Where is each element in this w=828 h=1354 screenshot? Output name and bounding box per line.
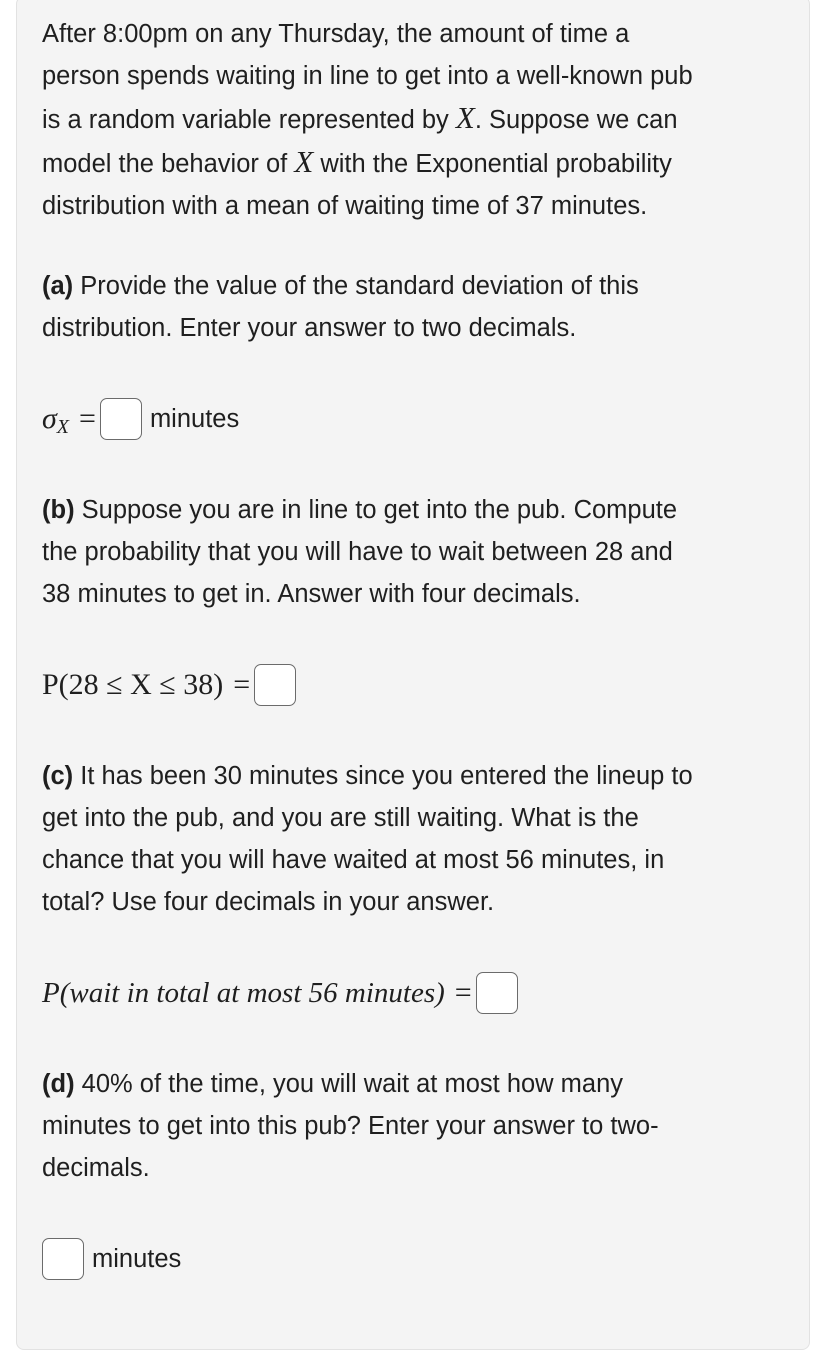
intro-line-4a: model the behavior of [42, 150, 295, 178]
equals-sign: = [79, 402, 96, 435]
intro-line-3a: is a random variable represented by [42, 106, 456, 134]
part-b-answer-row [42, 664, 296, 706]
probability-c-answer-input[interactable] [476, 972, 518, 1014]
part-d-question [42, 1063, 787, 1189]
sigma-subscript: X [56, 415, 70, 438]
intro-line-2: person spends waiting in line to get into a well-known pub [42, 62, 693, 90]
part-a-line-2: distribution. Enter your answer to two decimals. [42, 314, 577, 342]
intro-line-1: After 8:00pm on any Thursday, the amount of time a [42, 20, 630, 48]
part-c-line-1: It has been 30 minutes since you entered the lineup to [73, 762, 693, 790]
random-variable-x: X [455, 100, 475, 135]
equals-sign: = [233, 668, 251, 701]
intro-line-5: distribution with a mean of waiting time of 37 minutes. [42, 192, 648, 220]
percentile-answer-input[interactable] [42, 1238, 84, 1280]
part-c-label: (c) [42, 762, 74, 790]
part-b-line-1: Suppose you are in line to get into the pub. Compute [74, 496, 678, 524]
intro-line-3b: . Suppose we can [474, 106, 678, 134]
part-a-line-1: Provide the value of the standard deviation of this [73, 272, 639, 300]
part-b-question [42, 489, 787, 615]
part-c-question [42, 755, 787, 923]
sigma-symbol: σ [42, 402, 57, 435]
probability-b-answer-input[interactable] [254, 664, 296, 706]
minutes-unit: minutes [92, 1244, 182, 1273]
part-b-label: (b) [42, 496, 75, 524]
part-a-answer-row [42, 398, 239, 440]
intro-text [42, 13, 787, 227]
part-a-label: (a) [42, 272, 74, 300]
part-a-question [42, 265, 787, 349]
part-d-answer-row [42, 1238, 181, 1280]
part-c-line-4: total? Use four decimals in your answer. [42, 888, 495, 916]
probability-expression-c: P(wait in total at most 56 minutes) [42, 976, 445, 1009]
part-c-line-2: get into the pub, and you are still waiting. What is the [42, 804, 639, 832]
part-b-line-3: 38 minutes to get in. Answer with four decimals. [42, 580, 581, 608]
part-d-line-2: minutes to get into this pub? Enter your answer to two- [42, 1112, 659, 1140]
equals-sign: = [454, 976, 472, 1009]
part-d-label: (d) [42, 1070, 75, 1098]
random-variable-x: X [294, 144, 314, 179]
part-b-line-2: the probability that you will have to wait between 28 and [42, 538, 673, 566]
part-d-line-1: 40% of the time, you will wait at most how many [74, 1070, 624, 1098]
part-c-line-3: chance that you will have waited at most 56 minutes, in [42, 846, 665, 874]
part-d-line-3: decimals. [42, 1154, 150, 1182]
intro-line-4b: with the Exponential probability [313, 150, 672, 178]
part-c-answer-row [42, 972, 518, 1014]
minutes-unit: minutes [149, 404, 240, 433]
probability-expression-b: P(28 ≤ X ≤ 38) [42, 668, 224, 701]
std-dev-answer-input[interactable] [100, 398, 142, 440]
